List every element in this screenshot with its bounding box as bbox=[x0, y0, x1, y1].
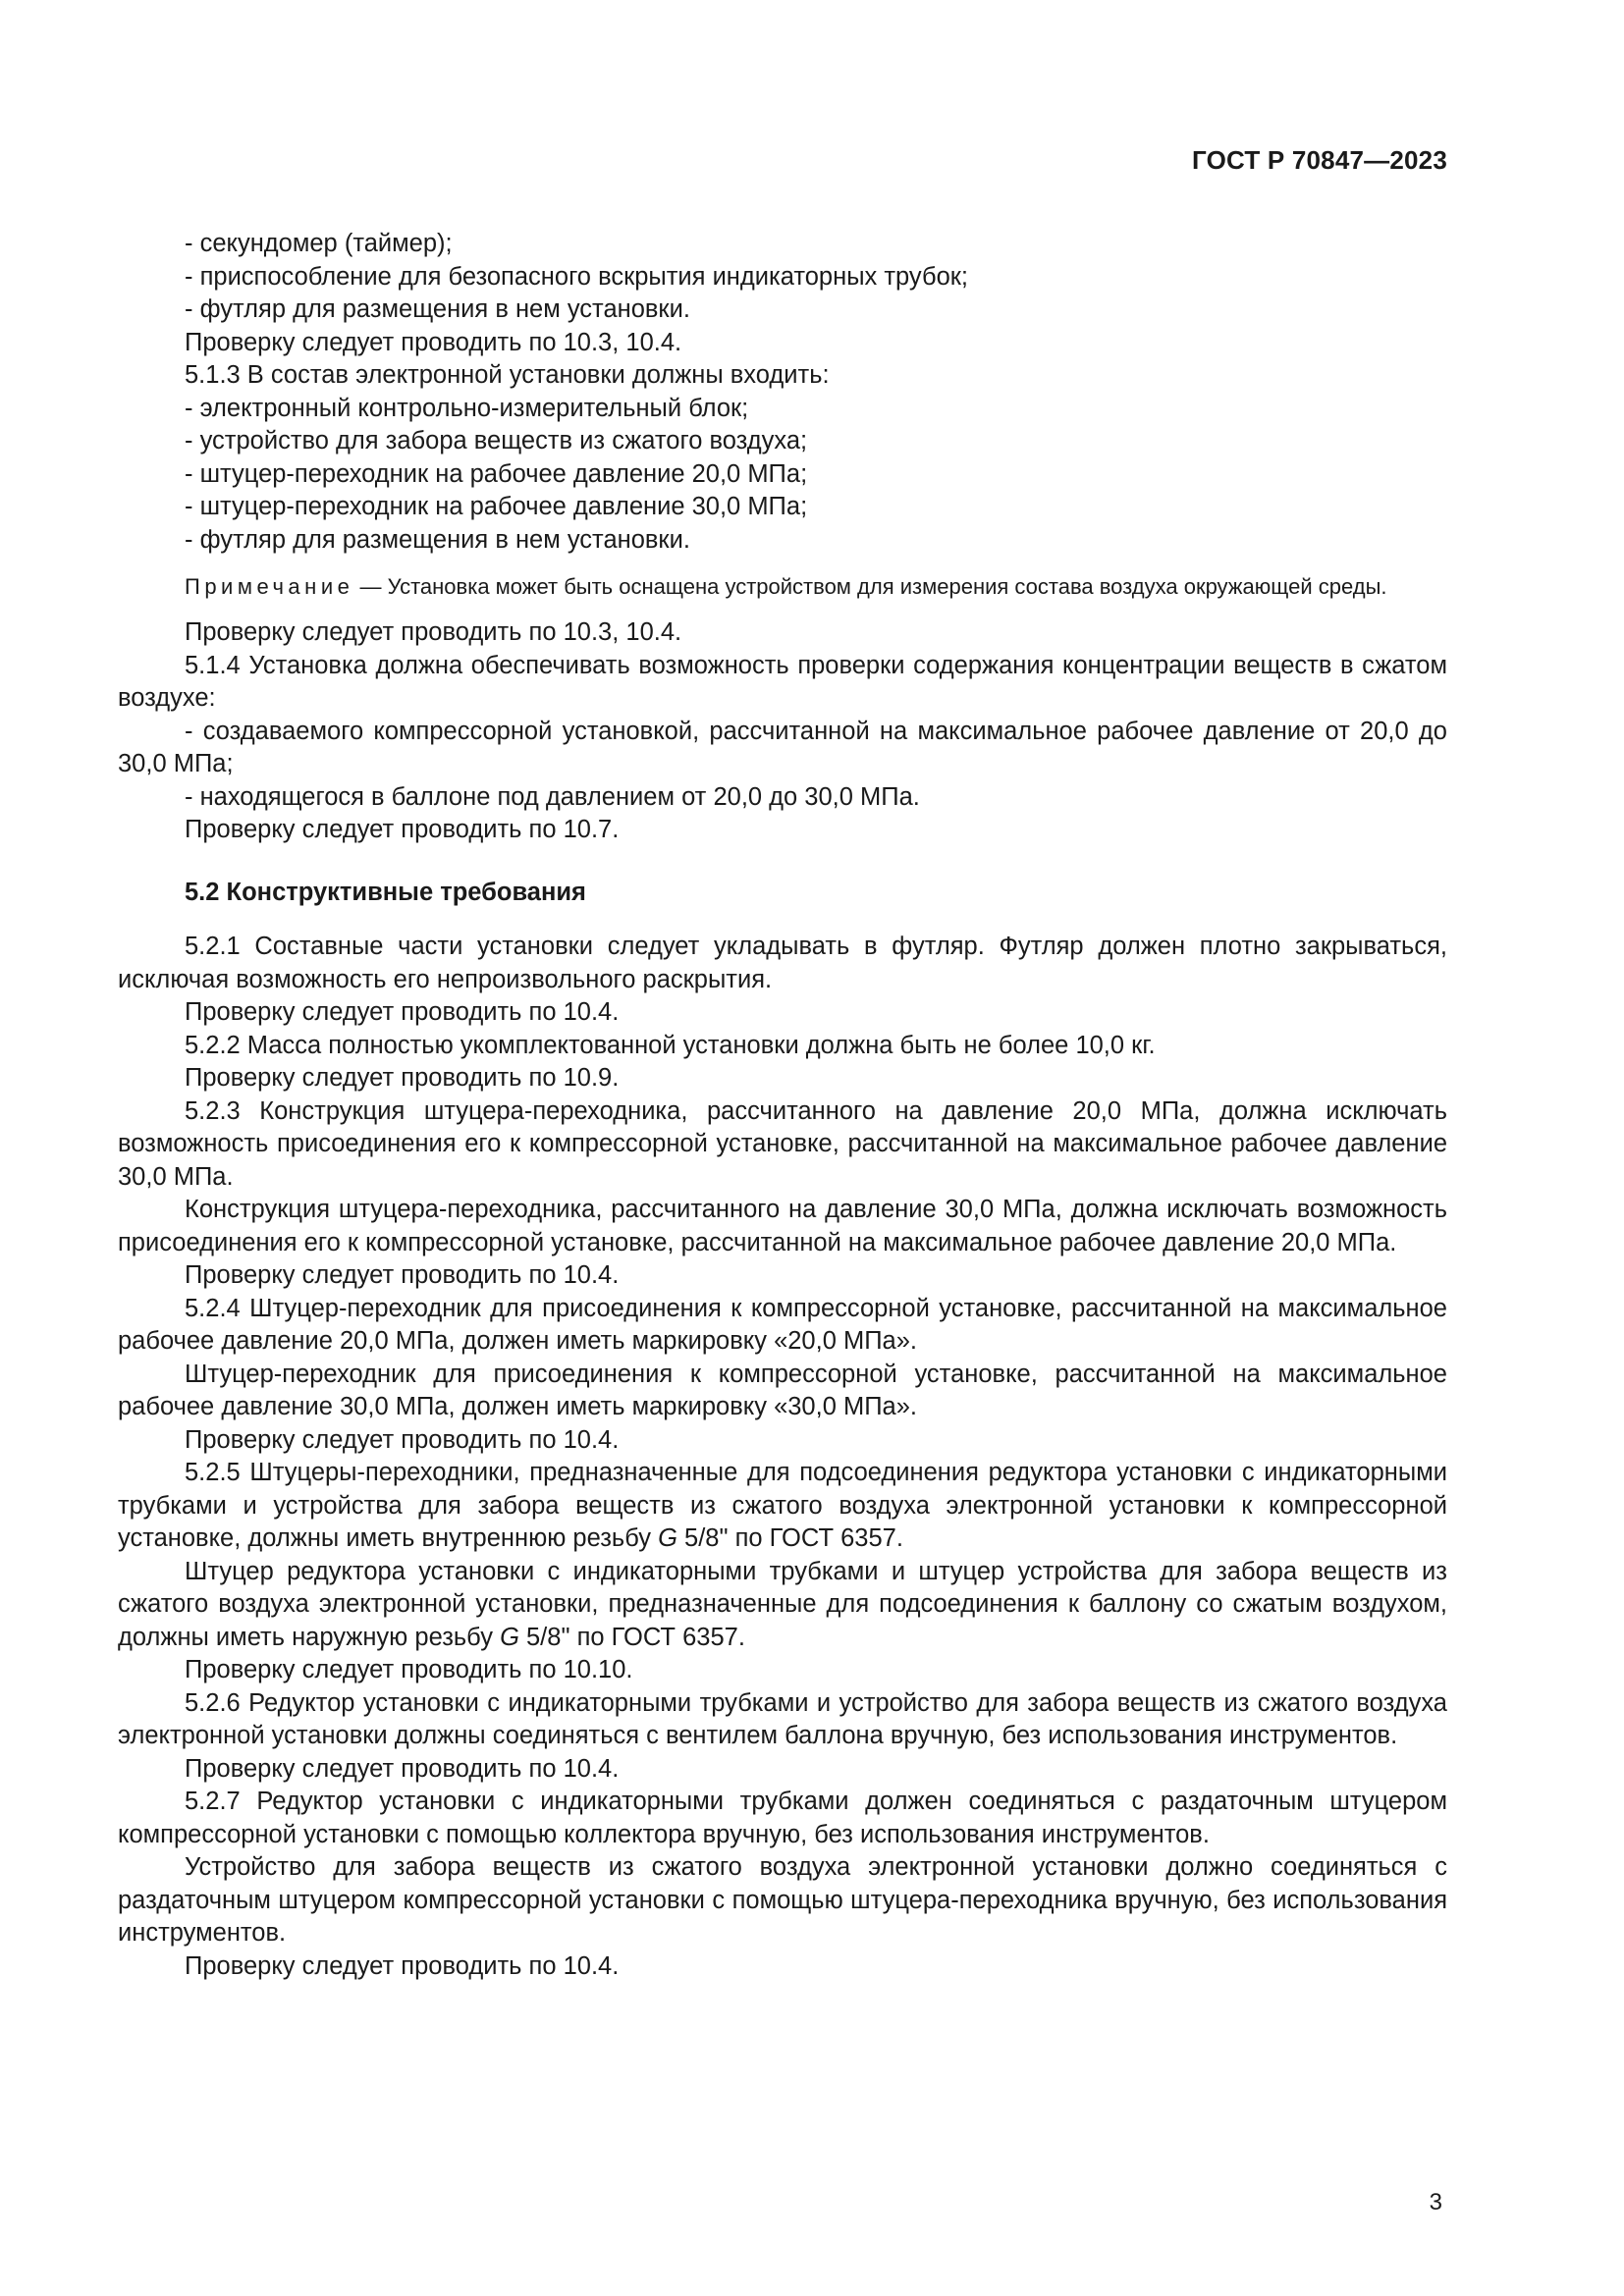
check-reference: Проверку следует проводить по 10.10. bbox=[185, 1656, 633, 1683]
list-item: - электронный контрольно-измерительный блок; bbox=[185, 394, 749, 422]
clause-5-2-1: 5.2.1 Составные части установки следует укладывать в футляр. Футляр должен плотно закрываться, исключая возможность его непроизвольного раскрытия. bbox=[118, 933, 1447, 993]
list-item: - футляр для размещения в нем установки. bbox=[185, 525, 690, 554]
clause-text: 5/8" по ГОСТ 6357. bbox=[677, 1524, 903, 1552]
check-reference: Проверку следует проводить по 10.4. bbox=[185, 1261, 620, 1289]
clause-5-2-3-cont: Конструкция штуцера-переходника, рассчитанного на давление 30,0 МПа, должна исключать возможность присоединения его к компрессорной установке, рассчитанной на максимальное рабочее давление 20,0 МПа. bbox=[118, 1196, 1447, 1256]
check-reference: Проверку следует проводить по 10.9. bbox=[185, 1064, 620, 1092]
check-reference: Проверку следует проводить по 10.4. bbox=[185, 1951, 620, 1980]
thread-symbol: G bbox=[658, 1524, 677, 1552]
check-reference: Проверку следует проводить по 10.4. bbox=[185, 1754, 620, 1783]
list-item: - футляр для размещения в нем установки. bbox=[185, 295, 690, 323]
clause-5-2-7-cont: Устройство для забора веществ из сжатого воздуха электронной установки должно соединяться с раздаточным штуцером компрессорной установки с помощью штуцера-переходника вручную, без использования инструментов. bbox=[118, 1853, 1447, 1947]
clause-5-2-2: 5.2.2 Масса полностью укомплектованной установки должна быть не более 10,0 кг. bbox=[185, 1031, 1156, 1059]
list-item: - устройство для забора веществ из сжатого воздуха; bbox=[185, 427, 808, 454]
clause-text: Штуцер редуктора установки с индикаторными трубками и штуцер устройства для забора веществ из сжатого воздуха электронной установки, предназначенные для подсоединения к баллону со сжатым воздухом, должны иметь наружную резьбу bbox=[118, 1557, 1447, 1651]
clause-5-2-4: 5.2.4 Штуцер-переходник для присоединения к компрессорной установке, рассчитанной на максимальное рабочее давление 20,0 МПа, должен иметь маркировку «20,0 МПа». bbox=[118, 1294, 1447, 1355]
list-item: - штуцер-переходник на рабочее давление 30,0 МПа; bbox=[185, 493, 808, 520]
clause-5-2-5 bbox=[118, 1457, 1447, 1556]
note bbox=[118, 570, 1447, 603]
list-item: - секундомер (таймер); bbox=[185, 230, 453, 257]
list-item: - находящегося в баллоне под давлением от 20,0 до 30,0 МПа. bbox=[185, 782, 920, 811]
clause-5-2-7: 5.2.7 Редуктор установки с индикаторными трубками должен соединяться с раздаточным штуцером компрессорной установки с помощью коллектора вручную, без использования инструментов. bbox=[118, 1788, 1447, 1848]
clause-text: 5/8" по ГОСТ 6357. bbox=[518, 1623, 745, 1651]
clause-5-1-4: 5.1.4 Установка должна обеспечивать возможность проверки содержания концентрации веществ в сжатом воздухе: bbox=[118, 651, 1447, 712]
section-heading-5-2: 5.2 Конструктивные требования bbox=[185, 878, 586, 906]
list-item: - штуцер-переходник на рабочее давление 20,0 МПа; bbox=[185, 459, 808, 488]
list-item: - приспособление для безопасного вскрытия индикаторных трубок; bbox=[185, 262, 968, 291]
clause-5-1-3: 5.1.3 В состав электронной установки должны входить: bbox=[185, 361, 830, 389]
clause-5-2-5-cont bbox=[118, 1556, 1447, 1655]
page-body bbox=[118, 228, 1447, 1983]
check-reference: Проверку следует проводить по 10.4. bbox=[185, 1425, 620, 1454]
thread-symbol: G bbox=[500, 1623, 519, 1651]
clause-5-2-3: 5.2.3 Конструкция штуцера-переходника, рассчитанного на давление 20,0 МПа, должна исключать возможность присоединения его к компрессорной установке, рассчитанной на максимальное рабочее давление 30,0 МПа. bbox=[118, 1096, 1447, 1191]
note-label: Примечание bbox=[185, 574, 354, 599]
note-text: — Установка может быть оснащена устройством для измерения состава воздуха окружающей среды. bbox=[353, 574, 1387, 599]
page-number: 3 bbox=[1429, 2189, 1442, 2216]
check-reference: Проверку следует проводить по 10.7. bbox=[185, 816, 620, 843]
check-reference: Проверку следует проводить по 10.3, 10.4. bbox=[185, 618, 682, 646]
document-designation: ГОСТ Р 70847—2023 bbox=[1192, 145, 1447, 175]
clause-5-2-4-cont: Штуцер-переходник для присоединения к компрессорной установке, рассчитанной на максимальное рабочее давление 30,0 МПа, должен иметь маркировку «30,0 МПа». bbox=[118, 1360, 1447, 1420]
clause-5-2-6: 5.2.6 Редуктор установки с индикаторными трубками и устройство для забора веществ из сжатого воздуха электронной установки должны соединяться с вентилем баллона вручную, без использования инструментов. bbox=[118, 1688, 1447, 1749]
clause-text: 5.2.5 Штуцеры-переходники, предназначенные для подсоединения редуктора установки с индикаторными трубками и устройства для забора веществ из сжатого воздуха электронной установки к компрессорной установке, должны иметь внутреннюю резьбу bbox=[118, 1459, 1447, 1552]
check-reference: Проверку следует проводить по 10.3, 10.4. bbox=[185, 328, 682, 356]
list-item: - создаваемого компрессорной установкой, рассчитанной на максимальное рабочее давление от 20,0 до 30,0 МПа; bbox=[118, 717, 1447, 777]
check-reference: Проверку следует проводить по 10.4. bbox=[185, 998, 620, 1026]
